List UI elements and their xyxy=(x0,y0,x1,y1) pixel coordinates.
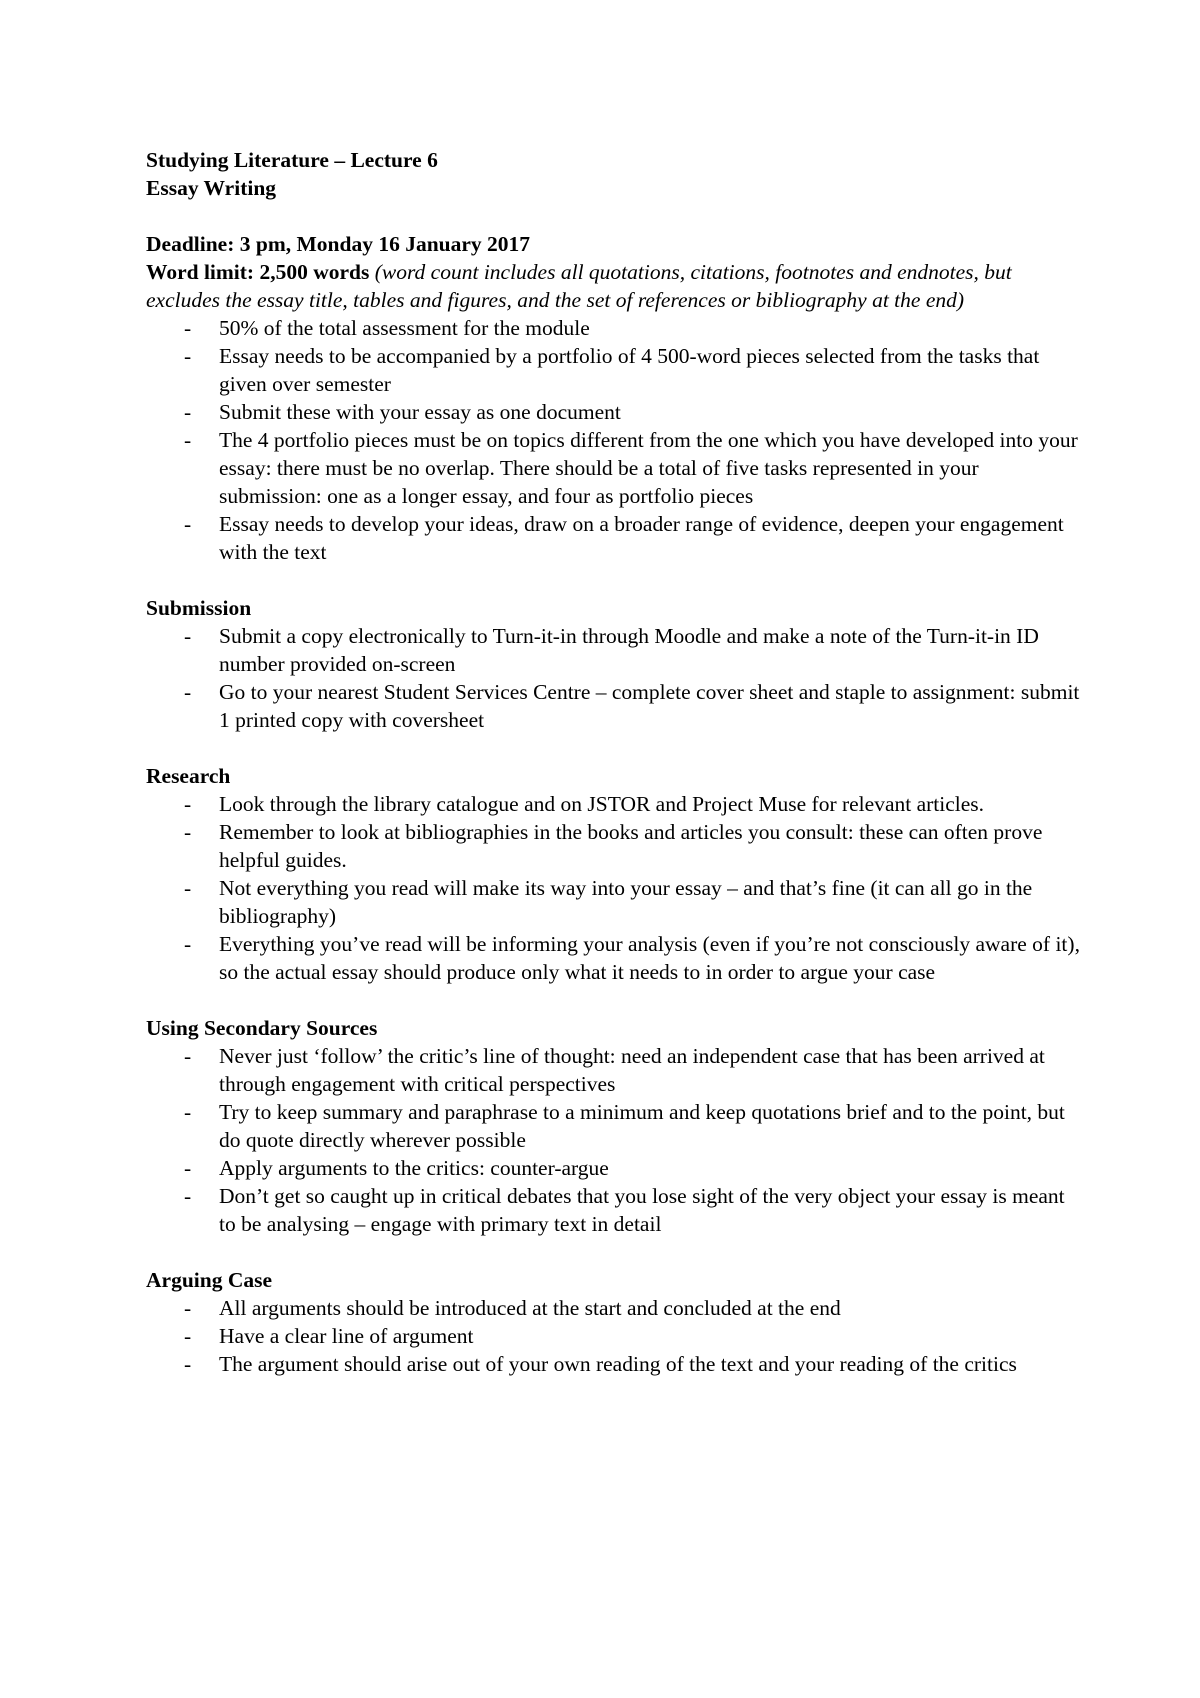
list-item xyxy=(146,1098,1086,1154)
bullet-dash: - xyxy=(184,876,192,900)
list-item-text: Don’t get so caught up in critical debates that you lose sight of the very object your essay is meant to be analysing – engage with primary text in detail xyxy=(219,1184,1065,1236)
bullet-dash: - xyxy=(184,1296,192,1320)
list-item xyxy=(146,426,1086,510)
bullet-dash: - xyxy=(184,512,192,536)
list-item xyxy=(146,1154,1086,1182)
sections-container xyxy=(146,566,1086,1378)
deadline-line: Deadline: 3 pm, Monday 16 January 2017 xyxy=(146,232,531,256)
section-heading: Submission xyxy=(146,596,252,620)
section-list xyxy=(146,790,1086,986)
bullet-dash: - xyxy=(184,1156,192,1180)
section-heading: Research xyxy=(146,764,231,788)
list-item xyxy=(146,1350,1086,1378)
list-item-text: Apply arguments to the critics: counter-argue xyxy=(219,1156,609,1180)
list-item xyxy=(146,818,1086,874)
section-list xyxy=(146,1042,1086,1238)
list-item-text: Essay needs to develop your ideas, draw on a broader range of evidence, deepen your engagement with the text xyxy=(219,512,1064,564)
list-item-text: 50% of the total assessment for the module xyxy=(219,316,590,340)
list-item-text: Submit a copy electronically to Turn-it-in through Moodle and make a note of the Turn-it-in ID number provided on-screen xyxy=(219,624,1039,676)
list-item-text: The 4 portfolio pieces must be on topics different from the one which you have developed into your essay: there must be no overlap. There should be a total of five tasks represented in your submission: one as a longer essay, and four as portfolio pieces xyxy=(219,428,1078,508)
section-heading: Using Secondary Sources xyxy=(146,1016,378,1040)
list-item-text: The argument should arise out of your own reading of the text and your reading of the critics xyxy=(219,1352,1017,1376)
list-item-text: Remember to look at bibliographies in the books and articles you consult: these can often prove helpful guides. xyxy=(219,820,1043,872)
word-limit-label: Word limit: 2,500 words xyxy=(146,260,370,284)
bullet-dash: - xyxy=(184,1352,192,1376)
list-item xyxy=(146,874,1086,930)
bullet-dash: - xyxy=(184,820,192,844)
bullet-dash: - xyxy=(184,344,192,368)
document-subtitle: Essay Writing xyxy=(146,176,277,200)
bullet-dash: - xyxy=(184,400,192,424)
word-limit-paragraph xyxy=(146,258,1086,314)
list-item xyxy=(146,678,1086,734)
intro-list xyxy=(146,314,1086,566)
list-item-text: Try to keep summary and paraphrase to a minimum and keep quotations brief and to the point, but do quote directly wherever possible xyxy=(219,1100,1065,1152)
list-item-text: Everything you’ve read will be informing your analysis (even if you’re not consciously aware of it), so the actual essay should produce only what it needs to in order to argue your case xyxy=(219,932,1080,984)
spacer xyxy=(146,202,1086,230)
list-item-text: Go to your nearest Student Services Centre – complete cover sheet and staple to assignment: submit 1 printed copy with coversheet xyxy=(219,680,1080,732)
spacer xyxy=(146,1238,1086,1266)
list-item xyxy=(146,1294,1086,1322)
list-item xyxy=(146,1322,1086,1350)
bullet-dash: - xyxy=(184,428,192,452)
list-item-text: Look through the library catalogue and on JSTOR and Project Muse for relevant articles. xyxy=(219,792,985,816)
list-item-text: Submit these with your essay as one document xyxy=(219,400,621,424)
bullet-dash: - xyxy=(184,1184,192,1208)
bullet-dash: - xyxy=(184,932,192,956)
list-item-text: Not everything you read will make its way into your essay – and that’s fine (it can all go in the bibliography) xyxy=(219,876,1033,928)
list-item xyxy=(146,398,1086,426)
list-item-text: Essay needs to be accompanied by a portfolio of 4 500-word pieces selected from the tasks that given over semester xyxy=(219,344,1040,396)
list-item-text: Have a clear line of argument xyxy=(219,1324,474,1348)
spacer xyxy=(146,566,1086,594)
bullet-dash: - xyxy=(184,624,192,648)
document-title: Studying Literature – Lecture 6 xyxy=(146,148,438,172)
word-limit-note: (word count includes all quotations, citations, footnotes and endnotes, but excludes the essay title, tables and figures, and the set of references or bibliography at the end) xyxy=(146,260,1012,312)
list-item xyxy=(146,1182,1086,1238)
bullet-dash: - xyxy=(184,1044,192,1068)
section-list xyxy=(146,622,1086,734)
bullet-dash: - xyxy=(184,1324,192,1348)
spacer xyxy=(146,986,1086,1014)
list-item xyxy=(146,342,1086,398)
list-item xyxy=(146,510,1086,566)
list-item-text: All arguments should be introduced at the start and concluded at the end xyxy=(219,1296,841,1320)
bullet-dash: - xyxy=(184,792,192,816)
section-heading: Arguing Case xyxy=(146,1268,273,1292)
list-item xyxy=(146,622,1086,678)
list-item xyxy=(146,790,1086,818)
document-page xyxy=(146,146,1086,1378)
spacer xyxy=(146,734,1086,762)
section-list xyxy=(146,1294,1086,1378)
list-item xyxy=(146,1042,1086,1098)
list-item-text: Never just ‘follow’ the critic’s line of thought: need an independent case that has been arrived at through engagement with critical perspectives xyxy=(219,1044,1045,1096)
bullet-dash: - xyxy=(184,680,192,704)
bullet-dash: - xyxy=(184,1100,192,1124)
list-item xyxy=(146,930,1086,986)
bullet-dash: - xyxy=(184,316,192,340)
list-item xyxy=(146,314,1086,342)
